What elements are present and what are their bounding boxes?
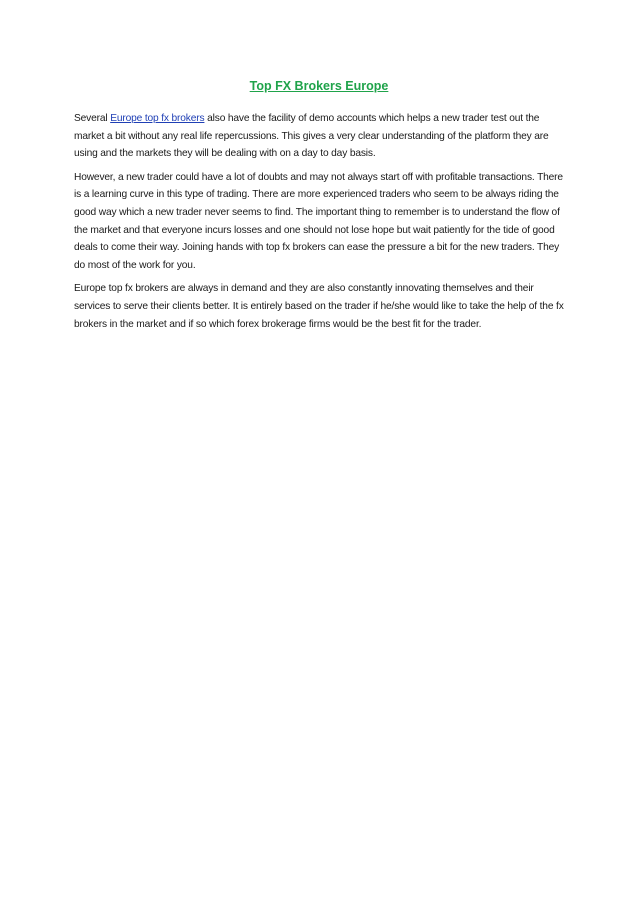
europe-top-fx-brokers-link[interactable]: Europe top fx brokers bbox=[110, 113, 205, 124]
paragraph-2: However, a new trader could have a lot of doubts and may not always start off with profitable transactions. There is a learning curve in this type of trading. There are more experienced traders who seem to be always riding the good way which a new trader never seems to find. The important thing to remember is to understand the flow of the market and that everyone incurs losses and one should not lose hope but wait patiently for the tide of good deals to come their way. Joining hands with top fx brokers can ease the pressure a bit for the new traders. They do most of the work for you. bbox=[74, 171, 563, 271]
paragraph-3: Europe top fx brokers are always in demand and they are also constantly innovating themselves and their services to serve their clients better. It is entirely based on the trader if he/she would like to take the help of the fx brokers in the market and if so which forex brokerage firms would be the best fit for the trader. bbox=[74, 283, 564, 330]
paragraph-1-suffix: also have the facility of demo accounts which helps a new trader test out the market a bit without any real life repercussions. This gives a very clear understanding of the platform they are using and the markets they will be dealing with on a day to day basis. bbox=[74, 113, 549, 160]
paragraph-1 bbox=[74, 110, 564, 163]
document-body bbox=[74, 78, 564, 339]
paragraph-1-prefix: Several bbox=[74, 113, 111, 124]
document-title bbox=[74, 78, 564, 94]
document-title-text: Top FX Brokers Europe bbox=[249, 79, 389, 93]
